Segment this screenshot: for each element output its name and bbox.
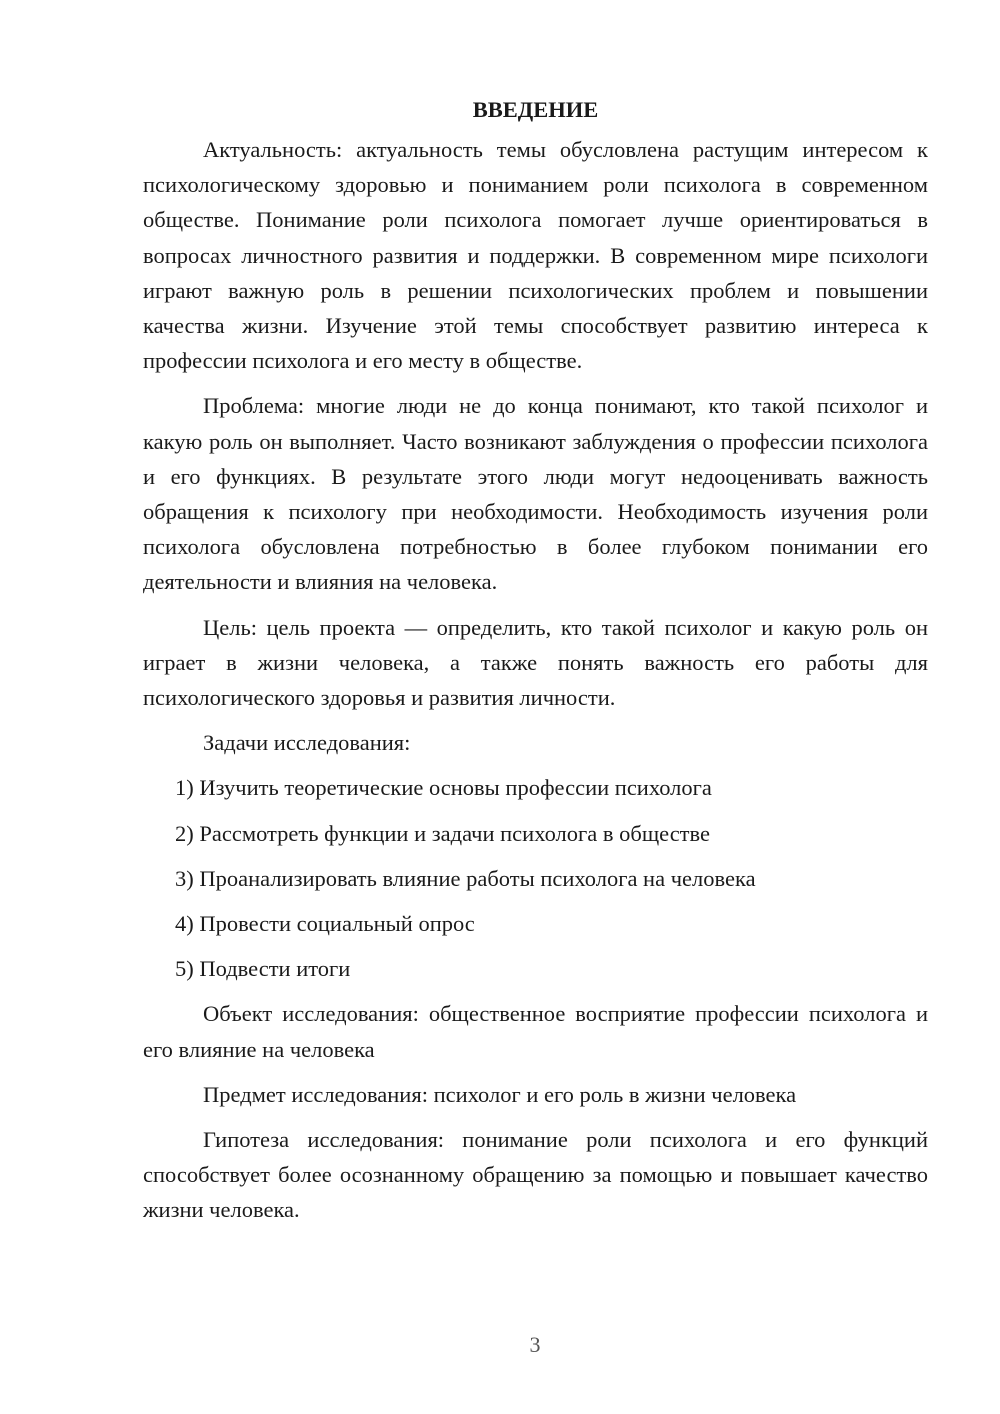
list-item: 3) Проанализировать влияние работы психолога на человека xyxy=(175,865,756,891)
tasks-heading: Задачи исследования: xyxy=(203,730,411,756)
section-title: ВВЕДЕНИЕ xyxy=(472,97,599,122)
object-paragraph: Объект исследования: общественное восприятие профессии психолога и его влияние на человека xyxy=(143,1001,928,1062)
relevance-paragraph: Актуальность: актуальность темы обусловлена растущим интересом к психологическому здоровью и пониманием роли психолога в современном обществе. Понимание роли психолога помогает лучше ориентироваться в вопросах личностного развития и поддержки. В современном мире психологи играют важную роль в решении психологических проблем и повышении качества жизни. Изучение этой темы способствует развитию интереса к профессии психолога и его месту в обществе. xyxy=(143,137,928,374)
page-number: 3 xyxy=(529,1332,541,1357)
list-item: 1) Изучить теоретические основы профессии психолога xyxy=(175,775,712,801)
list-item: 5) Подвести итоги xyxy=(175,956,351,982)
tasks-list xyxy=(143,770,928,986)
page-content xyxy=(143,92,928,1238)
goal-paragraph: Цель: цель проекта — определить, кто такой психолог и какую роль он играет в жизни человека, а также понять важность его работы для психологического здоровья и развития личности. xyxy=(143,614,928,711)
subject-paragraph: Предмет исследования: психолог и его роль в жизни человека xyxy=(203,1081,797,1107)
problem-paragraph: Проблема: многие люди не до конца понимают, кто такой психолог и какую роль он выполняет. Часто возникают заблуждения о профессии психолога и его функциях. В результате этого люди могут недооценивать важность обращения к психологу при необходимости. Необходимость изучения роли психолога обусловлена потребностью в более глубоком понимании его деятельности и влияния на человека. xyxy=(143,393,928,595)
hypothesis-paragraph: Гипотеза исследования: понимание роли психолога и его функций способствует более осознанному обращению за помощью и повышает качество жизни человека. xyxy=(143,1127,928,1223)
list-item: 2) Рассмотреть функции и задачи психолога в обществе xyxy=(175,820,710,846)
list-item: 4) Провести социальный опрос xyxy=(175,911,475,937)
